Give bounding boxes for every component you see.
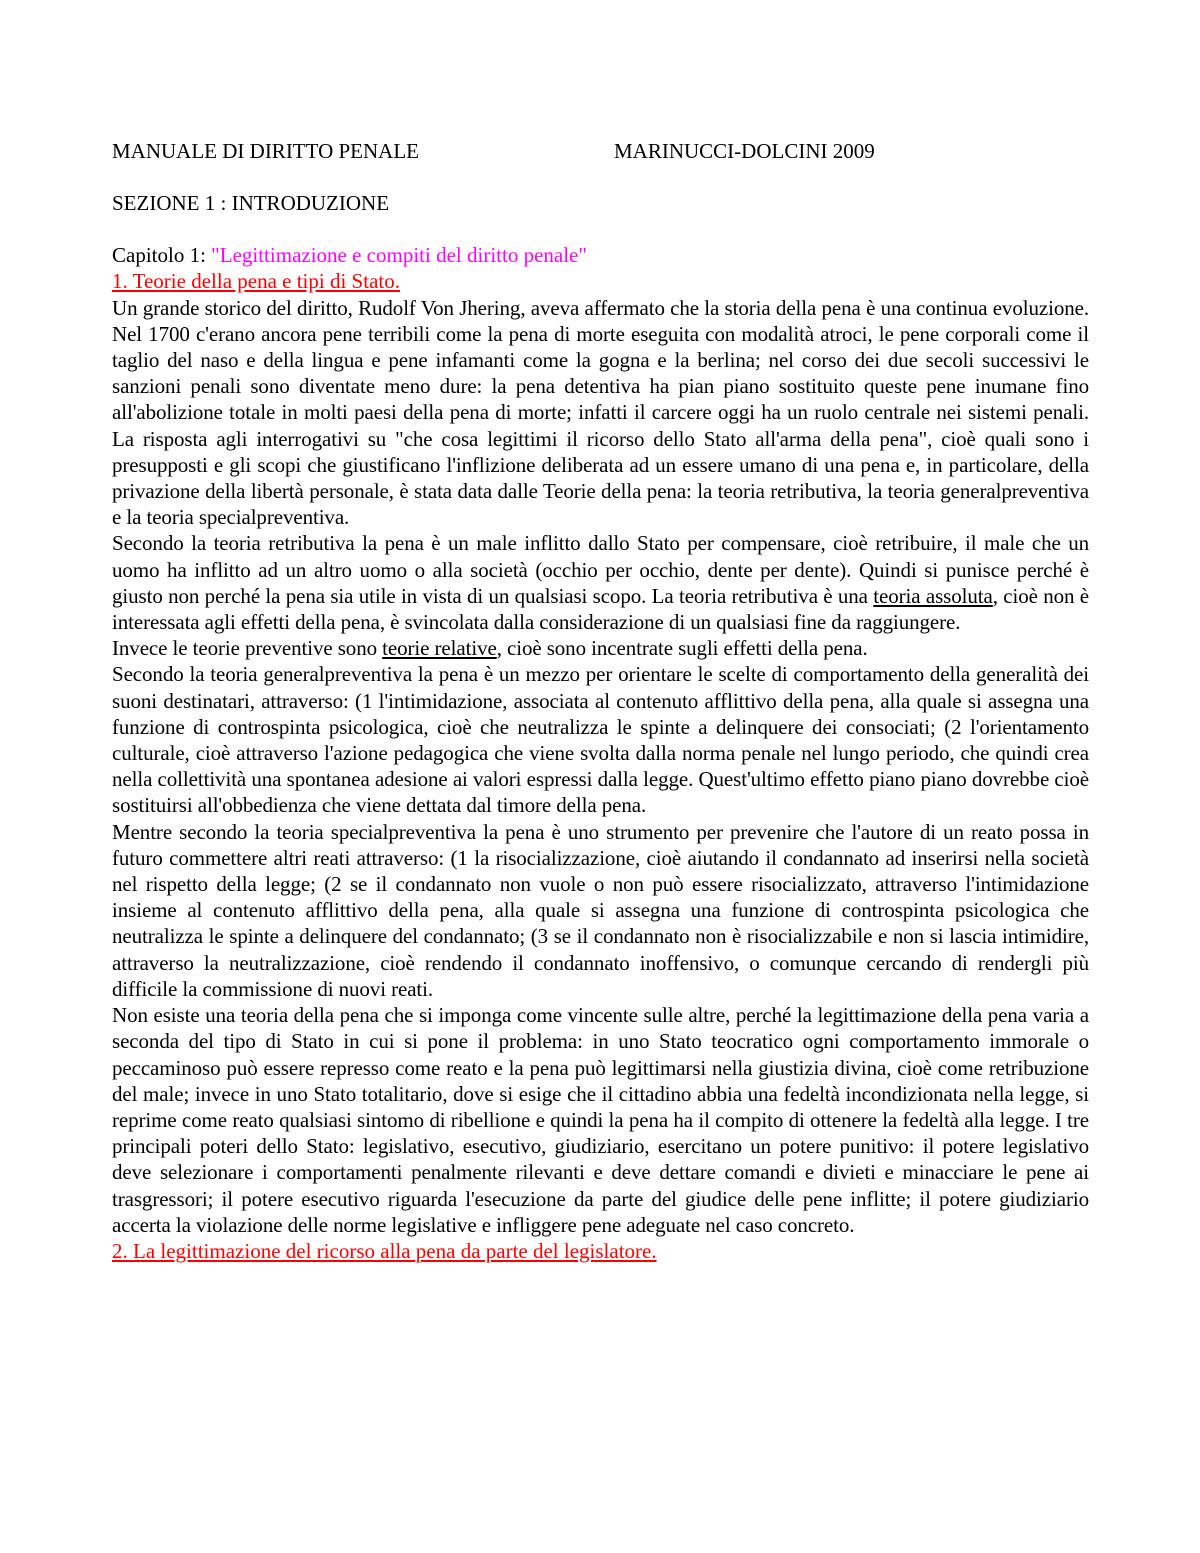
chapter-prefix: Capitolo 1: xyxy=(112,243,212,268)
paragraph-1: Un grande storico del diritto, Rudolf Von Jhering, aveva affermato che la storia della pena è una continua evoluzione. Nel 1700 c'erano ancora pene terribili come la pena di morte eseguita con modalità atroci, le pene corporali come il taglio del naso e della lingua e pene infamanti come la gogna e la berlina; nel corso dei due secoli successivi le sanzioni penali sono diventate meno dure: la pena detentiva ha pian piano sostituito queste pene inumane fino all'abolizione totale in molti paesi della pena di morte; infatti il carcere oggi ha un ruolo centrale nei sistemi penali. La risposta agli interrogativi su "che cosa legittimi il ricorso dello Stato all'arma della pena", cioè quali sono i presupposti e gli scopi che giustificano l'inflizione deliberata ad un essere umano di una pena e, in particolare, della privazione della libertà personale, è stata data dalle Teorie della pena: la teoria retributiva, la teoria generalpreventiva e la teoria specialpreventiva. xyxy=(112,295,1089,530)
paragraph-4: Secondo la teoria generalpreventiva la pena è un mezzo per orientare le scelte di comportamento della generalità dei suoni destinatari, attraverso: (1 l'intimidazione, associata al contenuto afflittivo della pena, alla quale si assegna una funzione di controspinta psicologica, cioè che neutralizza le spinte a delinquere dei consociati; (2 l'orientamento culturale, cioè attraverso l'azione pedagogica che viene svolta dalla norma penale nel lungo periodo, che quindi crea nella collettività una spontanea adesione ai valori espressi dalla legge. Quest'ultimo effetto piano piano dovrebbe cioè sostituirsi all'obbedienza che viene dettata dal timore della pena. xyxy=(112,662,1089,818)
document-page xyxy=(112,138,1089,1264)
paragraph-6: Non esiste una teoria della pena che si imponga come vincente sulle altre, perché la legittimazione della pena varia a seconda del tipo di Stato in cui si pone il problema: in uno Stato teocratico ogni comportamento immorale o peccaminoso può essere represso come reato e la pena può legittimarsi nella giustizia divina, cioè come retribuzione del male; invece in uno Stato totalitario, dove si esige che il cittadino abbia una fedeltà incondizionata nella legge, si reprime come reato qualsiasi sintomo di ribellione e quindi la pena ha il compito di ottenere la fedeltà alla legge. I tre principali poteri dello Stato: legislativo, esecutivo, giudiziario, esercitano un potere punitivo: il potere legislativo deve selezionare i comportamenti penalmente rilevanti e deve dettare comandi e divieti e minacciare le pene ai trasgressori; il potere esecutivo riguarda l'esecuzione da parte del giudice delle pene inflitte; il potere giudiziario accerta la violazione delle norme legislative e infliggere pene adeguate nel caso concreto. xyxy=(112,1003,1089,1237)
heading-1: 1. Teorie della pena e tipi di Stato. xyxy=(112,269,400,294)
paragraph-3 xyxy=(112,635,1089,661)
term-teoria-assoluta: teoria assoluta xyxy=(873,583,993,608)
term-teorie-relative: teorie relative xyxy=(382,636,497,661)
document-header xyxy=(112,138,1089,164)
heading-2: 2. La legittimazione del ricorso alla pena da parte del legislatore. xyxy=(112,1238,657,1263)
chapter-line xyxy=(112,242,1089,268)
paragraph-5: Mentre secondo la teoria specialpreventiva la pena è uno strumento per prevenire che l'autore di un reato possa in futuro commettere altri reati attraverso: (1 la risocializzazione, cioè aiutando il condannato ad inserirsi nella società nel rispetto della legge; (2 se il condannato non vuole o non può essere risocializzato, attraverso l'intimidazione insieme al contenuto afflittivo della pena, alla quale si assegna una funzione di controspinta psicologica che neutralizza le spinte a delinquere del condannato; (3 se il condannato non è risocializzabile e non si lascia intimidire, attraverso la neutralizzazione, cioè rendendo il condannato inoffensivo, o comunque cercando di rendergli più difficile la commissione di nuovi reati. xyxy=(112,819,1089,1001)
book-title: MANUALE DI DIRITTO PENALE xyxy=(112,139,419,163)
paragraph-2 xyxy=(112,530,1089,635)
section-title: SEZIONE 1 : INTRODUZIONE xyxy=(112,191,390,215)
paragraph-2-part-1: Secondo la teoria retributiva la pena è un male inflitto dallo Stato per compensare, cioè retribuire, il male che un uomo ha inflitto ad un altro uomo o alla società (occhio per occhio, dente per dente). Quindi si punisce perché è giusto non perché la pena sia utile in vista di un qualsiasi scopo. La teoria retributiva è una xyxy=(112,531,1089,608)
spacer xyxy=(112,164,1089,190)
paragraph-2-part-2: , cioè non è interessata agli effetti della pena, è svincolata dalla considerazione di un qualsiasi fine da raggiungere. xyxy=(112,583,1089,635)
book-authors: MARINUCCI-DOLCINI 2009 xyxy=(614,139,875,163)
paragraph-3-part-2: , cioè sono incentrate sugli effetti della pena. xyxy=(496,636,868,661)
chapter-title: "Legittimazione e compiti del diritto penale" xyxy=(211,243,587,268)
paragraph-3-part-1: Invece le teorie preventive sono xyxy=(112,636,383,661)
spacer xyxy=(112,216,1089,242)
